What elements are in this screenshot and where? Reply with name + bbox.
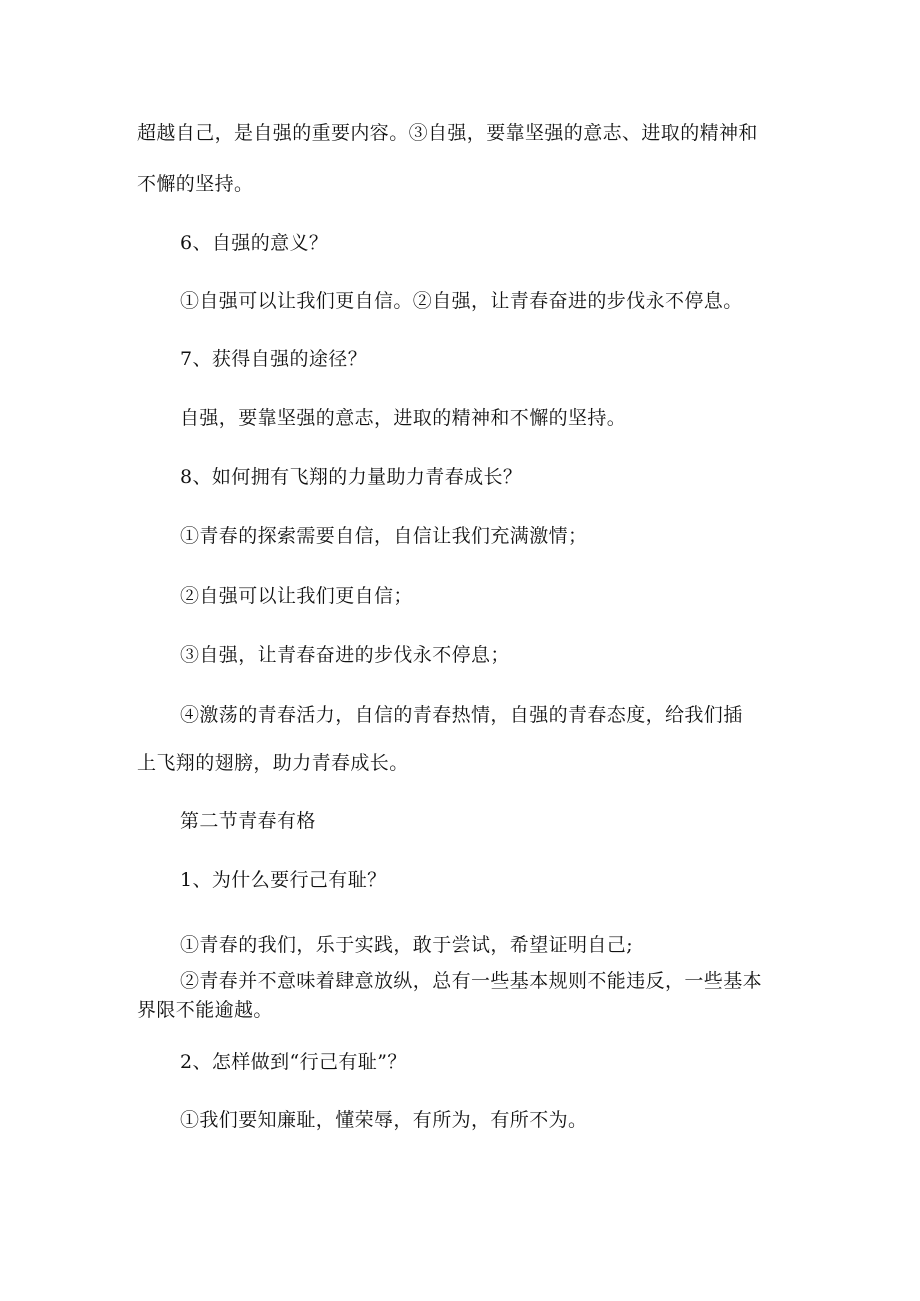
- answer-line: 自强，要靠坚强的意志，进取的精神和不懈的坚持。: [180, 407, 627, 429]
- answer-line: 界限不能逾越。: [137, 999, 273, 1021]
- question-heading: 2、怎样做到“行己有耻”？: [180, 1051, 407, 1073]
- question-heading: 8、如何拥有飞翔的力量助力青春成长？: [180, 466, 523, 488]
- answer-line: ②青春并不意味着肆意放纵，总有一些基本规则不能违反，一些基本: [180, 970, 763, 992]
- answer-line: ①青春的我们，乐于实践，敢于尝试，希望证明自己;: [180, 934, 634, 956]
- text-line: 超越自己，是自强的重要内容。③自强，要靠坚强的意志、进取的精神和: [137, 122, 758, 144]
- answer-line: ①青春的探索需要自信，自信让我们充满激情；: [180, 525, 588, 547]
- answer-line: ④激荡的青春活力，自信的青春热情，自强的青春态度，给我们插: [180, 704, 743, 726]
- answer-line: ②自强可以让我们更自信；: [180, 585, 413, 607]
- answer-line: 上飞翔的翅膀，助力青春成长。: [137, 752, 409, 774]
- answer-line: ①我们要知廉耻，懂荣辱，有所为，有所不为。: [180, 1109, 588, 1131]
- question-heading: 6、自强的意义？: [180, 232, 329, 254]
- section-heading: 第二节青春有格: [180, 810, 316, 832]
- text-line: 不懈的坚持。: [137, 173, 254, 195]
- question-heading: 1、为什么要行己有耻？: [180, 869, 387, 891]
- answer-line: ③自强，让青春奋进的步伐永不停息；: [180, 644, 510, 666]
- answer-line: ①自强可以让我们更自信。②自强，让青春奋进的步伐永不停息。: [180, 290, 743, 312]
- question-heading: 7、获得自强的途径？: [180, 348, 368, 370]
